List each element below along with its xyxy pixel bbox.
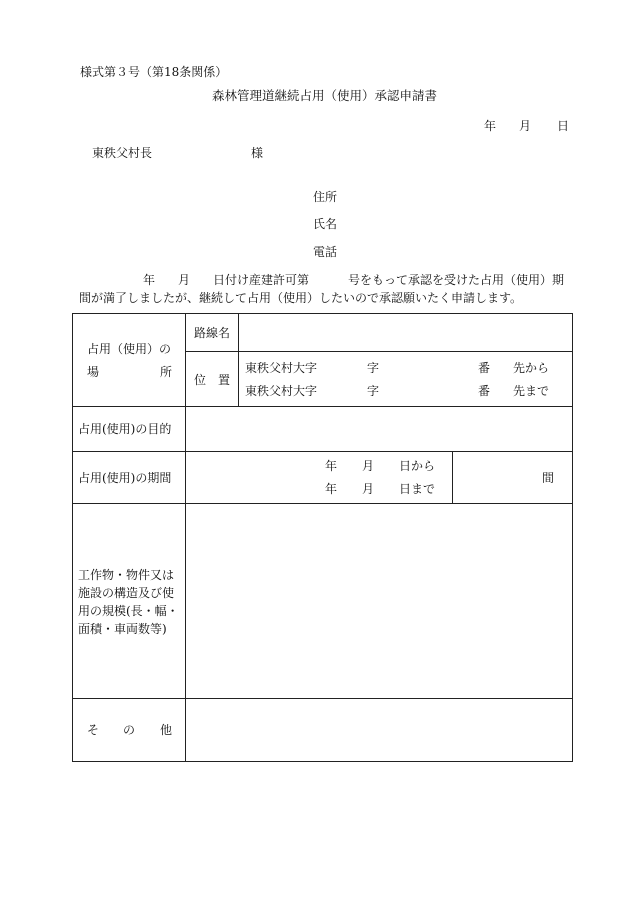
other-label-so: そ	[87, 723, 100, 737]
other-label-no: の	[123, 723, 136, 737]
table-border-top	[72, 313, 573, 314]
location-label-i: 位	[194, 373, 207, 387]
route-row-divider	[185, 351, 573, 352]
applicant-phone-label: 電話	[313, 245, 338, 259]
addressee-name: 東秩父村長	[92, 146, 153, 160]
purpose-label: 占用(使用)の目的	[78, 422, 172, 436]
body-year: 年	[143, 273, 156, 287]
body-line2: 間が満了しましたが、継続して占用（使用）したいので承認願いたく申請します。	[79, 291, 523, 305]
body-month: 月	[178, 273, 191, 287]
period-label: 占用(使用)の期間	[78, 471, 172, 485]
applicant-address-label: 住所	[313, 190, 338, 204]
document-title: 森林管理道継続占用（使用）承認申請書	[212, 88, 438, 103]
place-label-sho: 所	[160, 365, 173, 379]
period-from-year: 年	[325, 459, 338, 473]
place-label-top: 占用（使用）の	[87, 342, 172, 356]
location-from-aza: 字	[367, 361, 380, 375]
date-day: 日	[557, 119, 570, 133]
row-divider-2	[72, 451, 573, 452]
structure-label-line-1: 工作物・物件又は	[78, 568, 175, 582]
date-month: 月	[519, 119, 532, 133]
other-label-ta: 他	[160, 723, 173, 737]
location-from-suffix: 先から	[513, 361, 550, 375]
period-to-month: 月	[362, 482, 375, 496]
table-border-right	[572, 313, 573, 762]
period-from-day: 日から	[399, 459, 436, 473]
table-subcolumn-divider	[238, 313, 239, 406]
structure-label-line-3: 用の規模(長・幅・	[78, 604, 179, 618]
place-label-ba: 場	[87, 365, 100, 379]
location-from-ban: 番	[478, 361, 491, 375]
period-to-day: 日まで	[399, 482, 436, 496]
location-to-ban: 番	[478, 384, 491, 398]
period-from-month: 月	[362, 459, 375, 473]
row-divider-4	[72, 698, 573, 699]
row-divider-1	[72, 406, 573, 407]
location-to-village: 東秩父村大字	[245, 384, 318, 398]
addressee-honorific: 様	[251, 146, 264, 160]
form-label: 様式第３号（第18条関係）	[80, 65, 228, 79]
structure-label-line-2: 施設の構造及び使	[78, 586, 175, 600]
body-line1-rest: 号をもって承認を受けた占用（使用）期	[348, 273, 565, 287]
table-label-column-divider	[185, 313, 186, 762]
location-to-aza: 字	[367, 384, 380, 398]
period-duration: 間	[542, 471, 555, 485]
route-name-label: 路線名	[194, 326, 231, 340]
location-to-suffix: 先まで	[513, 384, 550, 398]
period-divider	[452, 451, 453, 503]
period-to-year: 年	[325, 482, 338, 496]
location-label-chi: 置	[218, 373, 231, 387]
table-border-left	[72, 313, 73, 762]
structure-label-line-4: 面積・車両数等)	[78, 622, 167, 636]
location-from-village: 東秩父村大字	[245, 361, 318, 375]
body-day-permit: 日付け産建許可第	[213, 273, 310, 287]
row-divider-3	[72, 503, 573, 504]
date-year: 年	[484, 119, 497, 133]
applicant-name-label: 氏名	[313, 217, 338, 231]
table-border-bottom	[72, 761, 573, 762]
